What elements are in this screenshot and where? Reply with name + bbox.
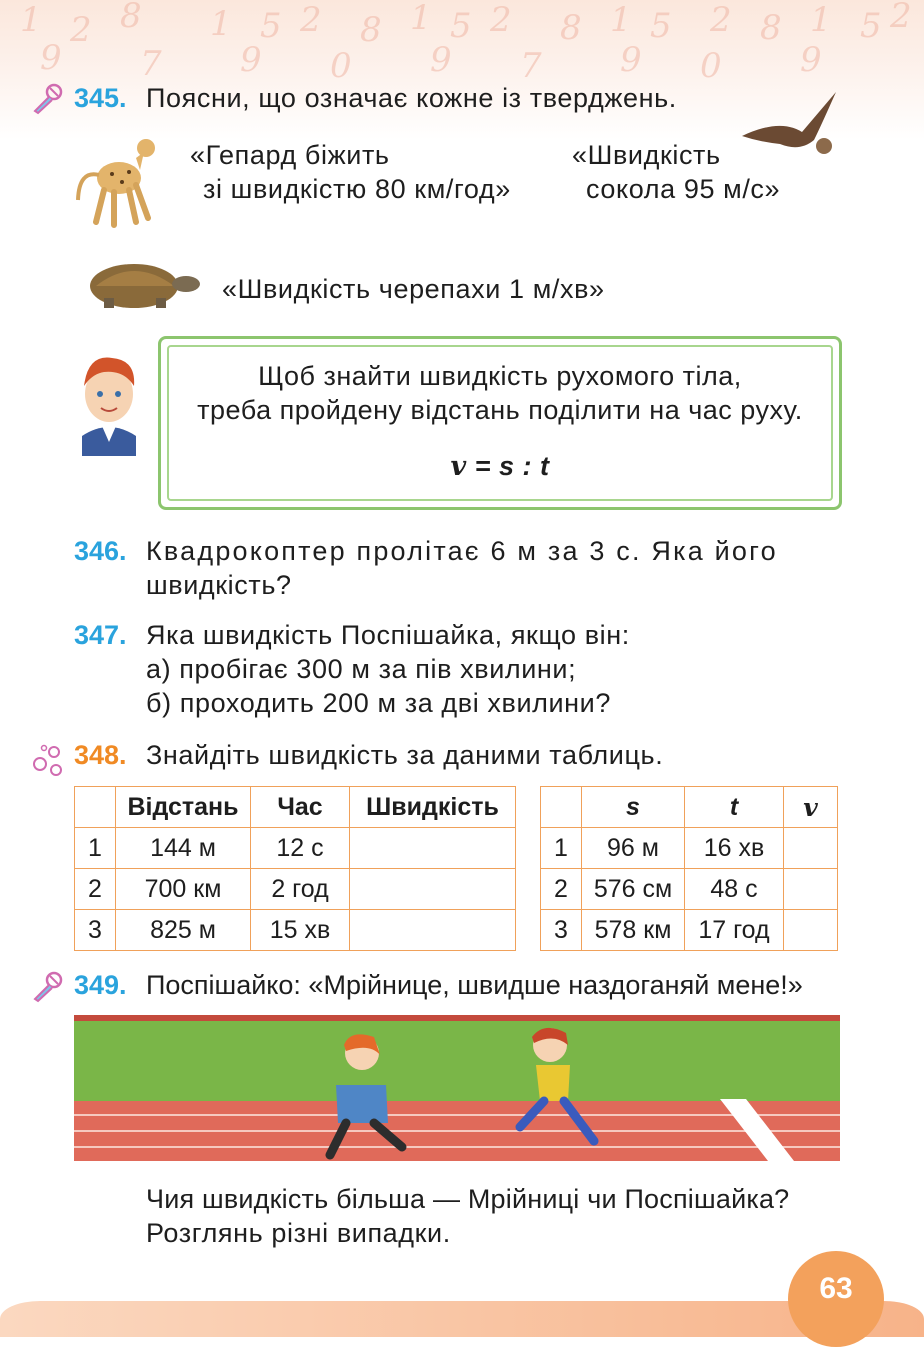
table-cell: 700 км xyxy=(116,869,251,910)
decorative-digits: 1 2 8 1 5 2 8 1 5 2 8 1 5 2 8 1 5 2 9 7 9 0 9 7 9 0 9 xyxy=(20,0,912,86)
rule-line2: треба пройдену відстань поділити на час руху. xyxy=(197,395,803,425)
microphone-icon xyxy=(30,970,64,1004)
table-cell: 2 xyxy=(541,869,582,910)
exercise-347-line3: б) проходить 200 м за дві хвилини? xyxy=(146,688,611,718)
speed-table-1 xyxy=(74,786,516,951)
exercise-348-number: 348. xyxy=(74,740,127,770)
table-cell: 576 см xyxy=(582,869,685,910)
table-header-row xyxy=(75,787,516,828)
table-cell: 48 с xyxy=(685,869,784,910)
table-cell: 12 с xyxy=(251,828,350,869)
rule-line1: Щоб знайти швидкість рухомого тіла, xyxy=(258,361,742,391)
table-cell: 1 xyxy=(541,828,582,869)
exercise-346-number: 346. xyxy=(74,536,127,566)
table-header-row xyxy=(541,787,838,828)
exercise-346-line1: Квадрокоптер пролітає 6 м за 3 с. Яка його xyxy=(146,536,778,566)
table-header-cell: Час xyxy=(251,787,350,828)
table-cell: 3 xyxy=(541,910,582,951)
table-cell: 1 xyxy=(75,828,116,869)
table-cell: 3 xyxy=(75,910,116,951)
table-header-cell: t xyxy=(685,787,784,828)
boy-avatar xyxy=(74,352,144,456)
table-header-cell: Відстань xyxy=(116,787,251,828)
turtle-illustration xyxy=(76,252,206,312)
table-cell xyxy=(350,828,516,869)
exercise-347-line1: Яка швидкість Поспішайка, якщо він: xyxy=(146,620,630,650)
table-cell: 825 м xyxy=(116,910,251,951)
table-cell: 2 xyxy=(75,869,116,910)
table-row xyxy=(75,869,516,910)
falcon-statement-line1: «Швидкість xyxy=(572,140,721,170)
exercise-347-number: 347. xyxy=(74,620,127,650)
table-cell xyxy=(784,910,838,951)
table-row xyxy=(541,828,838,869)
exercise-345-number: 345. xyxy=(74,83,127,113)
table-cell: 578 км xyxy=(582,910,685,951)
rule-box xyxy=(158,336,842,510)
table-cell: 144 м xyxy=(116,828,251,869)
table-header-cell: Швидкість xyxy=(350,787,516,828)
table-cell: 17 год xyxy=(685,910,784,951)
table-cell: 16 хв xyxy=(685,828,784,869)
exercise-347-line2: а) пробігає 300 м за пів хвилини; xyxy=(146,654,577,684)
falcon-statement-line2: сокола 95 м/с» xyxy=(586,174,781,204)
table-cell: 15 хв xyxy=(251,910,350,951)
table-header-cell xyxy=(75,787,116,828)
table-row xyxy=(75,910,516,951)
exercise-349-prompt: Поспішайко: «Мрійнице, швидше наздоганяй мене!» xyxy=(146,970,803,1000)
table-cell xyxy=(350,910,516,951)
exercise-349-question1: Чия швидкість більша — Мрійниці чи Поспішайка? xyxy=(146,1184,790,1214)
table-cell xyxy=(350,869,516,910)
page-number: 63 xyxy=(788,1251,884,1347)
table-row xyxy=(541,869,838,910)
exercise-346-line2: швидкість? xyxy=(146,570,292,600)
footer-band xyxy=(0,1301,924,1337)
table-row xyxy=(75,828,516,869)
speed-table-2 xyxy=(540,786,838,951)
table-cell xyxy=(784,828,838,869)
microphone-icon xyxy=(30,82,64,116)
cheetah-statement-line2: зі швидкістю 80 км/год» xyxy=(203,174,511,204)
table-cell: 2 год xyxy=(251,869,350,910)
bubbles-icon xyxy=(30,742,66,778)
exercise-349-question2: Розглянь різні випадки. xyxy=(146,1218,451,1248)
table-header-cell xyxy=(541,787,582,828)
exercise-345-prompt: Поясни, що означає кожне із тверджень. xyxy=(146,83,677,113)
speed-formula: v = s : t xyxy=(450,451,550,482)
table-cell: 96 м xyxy=(582,828,685,869)
cheetah-illustration xyxy=(74,130,174,230)
turtle-statement: «Швидкість черепахи 1 м/хв» xyxy=(222,274,605,304)
table-row xyxy=(541,910,838,951)
falcon-illustration xyxy=(740,88,840,160)
running-track-illustration xyxy=(74,1015,840,1161)
exercise-348-prompt: Знайдіть швидкість за даними таблиць. xyxy=(146,740,664,770)
exercise-349-number: 349. xyxy=(74,970,127,1000)
cheetah-statement-line1: «Гепард біжить xyxy=(190,140,390,170)
table-header-cell: s xyxy=(582,787,685,828)
table-header-cell: v xyxy=(784,787,838,828)
table-cell xyxy=(784,869,838,910)
